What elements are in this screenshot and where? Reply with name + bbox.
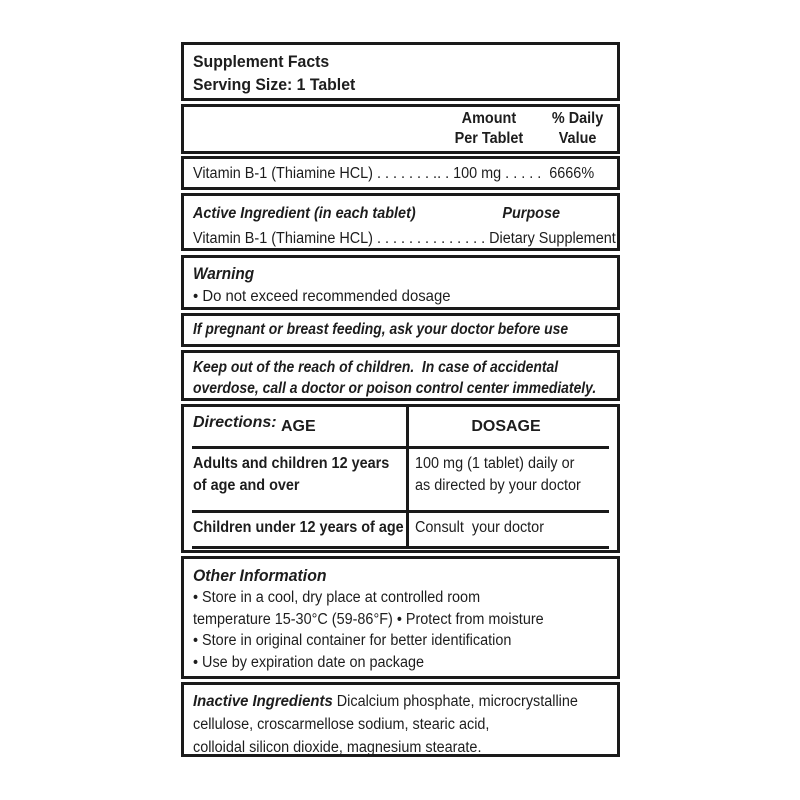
directions-section (181, 404, 620, 553)
active-ingredient-header-row (193, 201, 608, 226)
directions-row1-age-line2: of age and over (193, 477, 300, 494)
amount-column-header (455, 109, 524, 149)
daily-value-column-header (552, 109, 603, 149)
active-ingredient-section (181, 193, 620, 251)
inactive-line1-rest: Dicalcium phosphate, microcrystalline (332, 693, 578, 710)
keep-out-line2: overdose, call a doctor or poison control center immediately. (193, 380, 597, 397)
active-ingredient-purpose: Dietary Supplement (489, 230, 616, 247)
other-info-line4: • Use by expiration date on package (193, 653, 425, 671)
warning-section (181, 255, 620, 310)
other-info-line1: • Store in a cool, dry place at controlled room (193, 589, 481, 606)
directions-row2-age (193, 517, 420, 539)
nutrient-row-section (181, 156, 620, 190)
directions-row1-age-line1: Adults and children 12 years (193, 455, 390, 472)
dv-header-line1: % Daily (551, 110, 604, 127)
directions-row2-dosage (415, 517, 554, 539)
keep-out-line1: Keep out of the reach of children. In case of accidental (193, 359, 559, 376)
warning-heading: Warning (193, 265, 255, 283)
leader-dots: . . . . . (501, 165, 550, 182)
directions-row2-age-line1: Children under 12 years of age (193, 519, 404, 536)
pregnancy-warning-section (181, 313, 620, 347)
directions-row1-dosage-line1: 100 mg (1 tablet) daily or (415, 455, 575, 472)
amount-header-line1: Amount (461, 110, 517, 127)
warning-bullet-line: • Do not exceed recommended dosage (193, 288, 451, 305)
directions-heading: Directions: (193, 414, 277, 431)
directions-row2-dosage-line1: Consult your doctor (415, 519, 545, 536)
inactive-line1 (193, 690, 579, 713)
leader-dots: . . . . . . . .. . (372, 165, 454, 182)
nutrient-daily-value: 6666% (549, 165, 595, 182)
other-information-heading: Other Information (193, 566, 327, 585)
active-ingredient-row (193, 226, 616, 251)
label-title-section (181, 42, 620, 101)
purpose-heading: Purpose (502, 205, 560, 222)
leader-dots: . . . . . . . . . . . . . . (372, 230, 490, 247)
directions-row1-dosage-line2: as directed by your doctor (415, 477, 581, 494)
pregnancy-warning-line: If pregnant or breast feeding, ask your doctor before use (193, 321, 569, 338)
directions-row1-age (193, 453, 404, 497)
nutrient-name: Vitamin B-1 (Thiamine HCL) (193, 165, 373, 182)
age-column-header: AGE (281, 418, 316, 435)
inactive-line3: colloidal silicon dioxide, magnesium stearate. (193, 739, 482, 756)
nutrient-amount: 100 mg (453, 165, 502, 182)
directions-row1-dosage (415, 453, 593, 497)
other-info-line3: • Store in original container for better identification (193, 632, 512, 649)
other-info-line2: temperature 15-30°C (59-86°F) • Protect from moisture (193, 610, 544, 628)
amount-header-line2: Per Tablet (454, 130, 524, 147)
keep-out-of-reach-section (181, 350, 620, 401)
active-ingredient-name: Vitamin B-1 (Thiamine HCL) (193, 230, 373, 247)
inactive-ingredients-section (181, 682, 620, 757)
active-ingredient-line (193, 226, 616, 251)
serving-size: Serving Size: 1 Tablet (193, 75, 356, 94)
directions-row-divider-rule (192, 510, 609, 513)
label-title: Supplement Facts (193, 52, 330, 71)
inactive-line2: cellulose, croscarmellose sodium, stearic acid, (193, 716, 490, 733)
nutrient-row (193, 163, 594, 185)
dv-header-line2: Value (558, 130, 597, 147)
directions-header-rule (192, 446, 609, 449)
column-header-section (181, 104, 620, 154)
directions-bottom-rule (192, 546, 609, 549)
inactive-ingredients-heading: Inactive Ingredients (193, 693, 333, 710)
other-information-section (181, 556, 620, 679)
dosage-column-header: DOSAGE (471, 418, 541, 435)
active-ingredient-heading: Active Ingredient (in each tablet) (193, 205, 416, 222)
